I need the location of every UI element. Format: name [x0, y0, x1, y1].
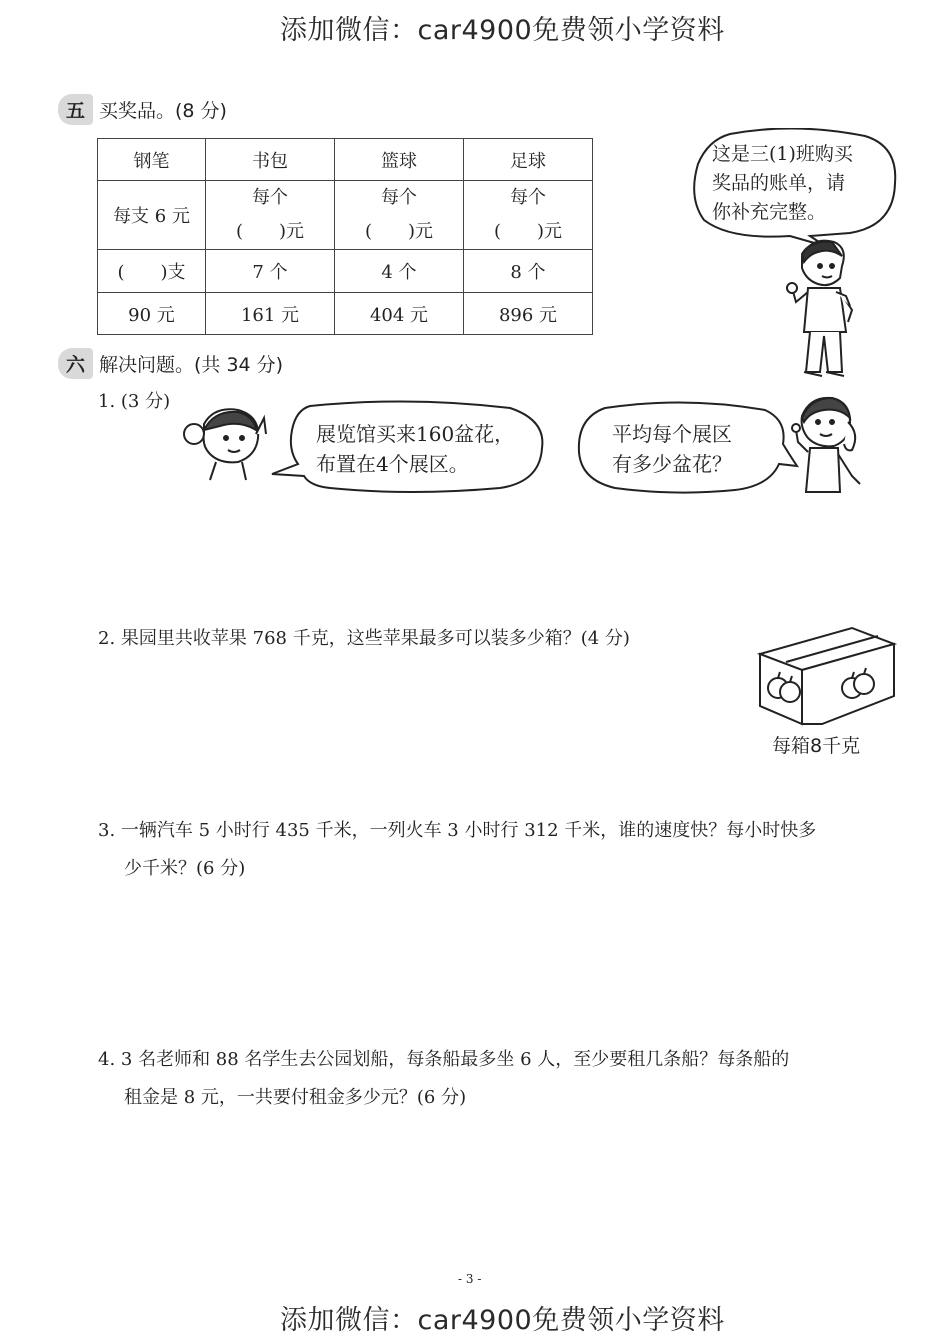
girl-illustration-right — [790, 392, 865, 500]
question-4-line-2: 租金是 8 元，一共要付租金多少元？(6 分) — [124, 1087, 467, 1108]
table-header: 书包 — [206, 139, 335, 181]
question-1-label: 1. (3 分) — [98, 391, 171, 412]
table-header: 钢笔 — [98, 139, 206, 181]
section-5-title: 买奖品。(8 分) — [99, 100, 227, 122]
table-cell: 每支 6 元 — [98, 181, 206, 250]
table-cell: 4 个 — [335, 250, 464, 293]
watermark-bottom: 添加微信：car4900免费领小学资料 — [280, 1305, 725, 1336]
bubble-line: 奖品的账单，请 — [712, 172, 846, 194]
price-blank[interactable]: ( )元 — [364, 221, 434, 242]
bubble-line: 你补充完整。 — [712, 201, 827, 223]
price-label: 每个 — [252, 187, 288, 208]
price-label: 每个 — [381, 187, 417, 208]
apple-box-illustration — [756, 626, 901, 728]
table-header: 足球 — [464, 139, 593, 181]
price-blank[interactable]: ( )元 — [493, 221, 563, 242]
bubble-line: 这是三(1)班购买 — [712, 143, 853, 165]
section-6-number: 六 — [58, 348, 93, 379]
table-cell: 90 元 — [98, 293, 206, 335]
right-bubble-text — [612, 419, 732, 479]
table-cell: 7 个 — [206, 250, 335, 293]
section-6-title: 解决问题。(共 34 分) — [99, 354, 284, 376]
page-number: - 3 - — [458, 1272, 482, 1286]
girl-illustration-left — [180, 404, 270, 484]
table-cell: 404 元 — [335, 293, 464, 335]
bubble-line: 平均每个展区 — [612, 422, 732, 446]
table-cell[interactable] — [464, 181, 593, 250]
boy-bubble-text — [712, 140, 853, 227]
prize-table — [97, 138, 593, 335]
question-3-line-1: 3. 一辆汽车 5 小时行 435 千米，一列火车 3 小时行 312 千米，谁的速度快？每小时快多 — [98, 820, 817, 841]
question-3-line-2: 少千米？(6 分) — [124, 858, 246, 879]
section-5-heading — [58, 94, 227, 125]
quantity-blank[interactable]: ( )支 — [98, 250, 206, 293]
question-2-text: 2. 果园里共收苹果 768 千克，这些苹果最多可以装多少箱？(4 分) — [98, 628, 630, 649]
table-cell: 896 元 — [464, 293, 593, 335]
boy-illustration — [782, 236, 862, 381]
bubble-line: 有多少盆花？ — [612, 452, 732, 476]
question-4-line-1: 4. 3 名老师和 88 名学生去公园划船，每条船最多坐 6 人，至少要租几条船？每条船的 — [98, 1049, 790, 1070]
bubble-line: 布置在4个展区。 — [316, 452, 469, 476]
price-blank[interactable]: ( )元 — [235, 221, 305, 242]
bubble-line: 展览馆买来160盆花， — [316, 422, 515, 446]
table-cell: 161 元 — [206, 293, 335, 335]
table-cell: 8 个 — [464, 250, 593, 293]
watermark-top: 添加微信：car4900免费领小学资料 — [280, 15, 725, 46]
price-label: 每个 — [510, 187, 546, 208]
table-cell[interactable] — [206, 181, 335, 250]
box-caption: 每箱8千克 — [772, 735, 861, 757]
left-bubble-text — [316, 419, 514, 479]
section-6-heading — [58, 348, 283, 379]
section-5-number: 五 — [58, 94, 93, 125]
table-cell[interactable] — [335, 181, 464, 250]
table-header: 篮球 — [335, 139, 464, 181]
